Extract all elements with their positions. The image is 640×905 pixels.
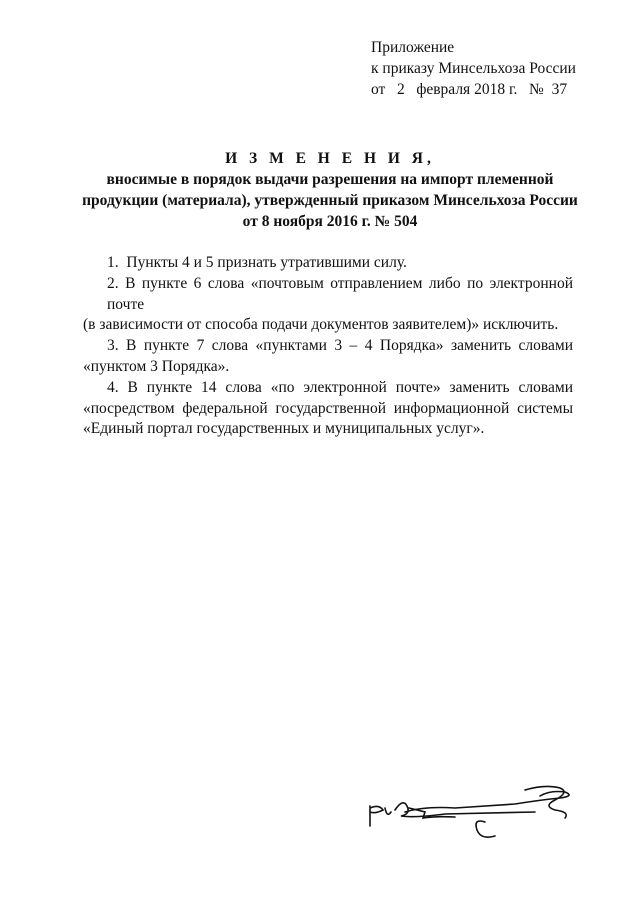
item-3-line: 3. В пункте 7 слова «пунктами 3 – 4 Порядка» заменить словами xyxy=(107,337,573,355)
document-body xyxy=(83,253,573,440)
item-3-line: «пунктом 3 Порядка». xyxy=(83,357,230,375)
item-2-line: 2. В пункте 6 слова «почтовым отправлением либо по электронной почте xyxy=(107,274,573,313)
item-1-line: 1. Пункты 4 и 5 признать утратившими силу. xyxy=(107,254,407,271)
header-line: к приказу Минсельхоза России xyxy=(371,60,576,77)
header-line: от 2 февраля 2018 г. № 37 xyxy=(371,81,568,98)
item-4-line: «Единый портал государственных и муниципальных услуг». xyxy=(83,420,485,438)
document-title xyxy=(60,148,600,232)
item-4-line: «посредством федеральной государственной информационной системы xyxy=(83,399,573,417)
title-line: продукции (материала), утвержденный приказом Минсельхоза России xyxy=(82,192,578,209)
item-2-line: (в зависимости от способа подачи документов заявителем)» исключить. xyxy=(83,316,559,334)
handwritten-signature xyxy=(365,778,585,848)
title-line: от 8 ноября 2016 г. № 504 xyxy=(242,213,418,230)
title-heading: И З М Е Н Е Н И Я, xyxy=(225,150,435,167)
title-line: вносимые в порядок выдачи разрешения на импорт племенной xyxy=(106,171,554,188)
item-4-line: 4. В пункте 14 слова «по электронной почте» заменить словами xyxy=(107,378,573,396)
header-line: Приложение xyxy=(371,39,455,56)
approval-header xyxy=(371,37,576,100)
